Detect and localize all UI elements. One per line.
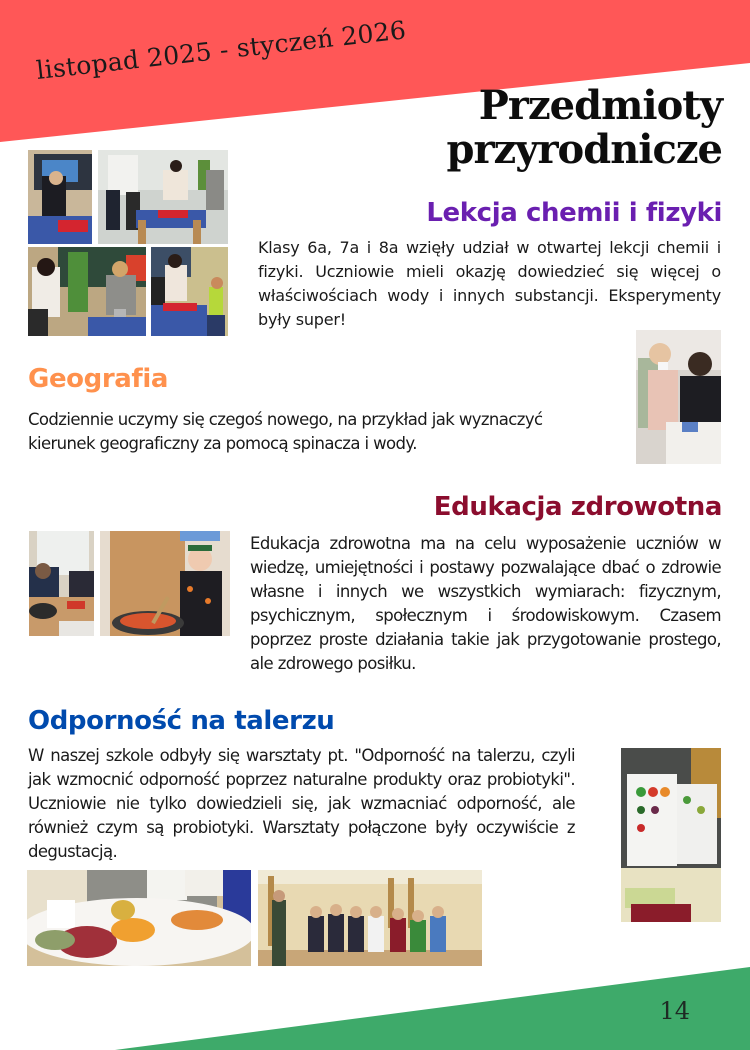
health-education-photo-2 <box>100 531 230 636</box>
section-body-health: Edukacja zdrowotna ma na celu wyposażenie uczniów w wiedzę, umiejętności i postawy pozwalające dbać o zdrowie własne i innych we wszystkich wymiarach: fizycznym, psychicznym, społecznym i środowiskowym. Czasem poprzez proste działania takie jak przygotowanie prostego, ale zdrowego posiłku. <box>250 534 721 673</box>
chemistry-lesson-photo-2 <box>98 150 228 244</box>
page-number: 14 <box>659 997 690 1025</box>
section-heading-geography: Geografia <box>28 364 168 394</box>
page-title-line-1: Przedmioty <box>478 82 722 129</box>
workshop-posters-photo <box>621 748 721 922</box>
section-heading-immunity: Odporność na talerzu <box>28 706 335 736</box>
section-heading-chemistry: Lekcja chemii i fizyki <box>426 198 722 228</box>
page-title <box>446 84 722 172</box>
workshop-food-table-photo <box>27 870 251 966</box>
section-body-immunity: W naszej szkole odbyły się warsztaty pt. "Odporność na talerzu, czyli jak wzmocnić odporność poprzez naturalne produkty oraz probiotyki". Uczniowie nie tylko dowiedzieli się, jak wzmacniać odporność, ale również czym są probiotyki. Warsztaty połączone były oczywiście z degustacją. <box>28 746 575 861</box>
page-title-line-2: przyrodnicze <box>446 126 722 173</box>
chemistry-lesson-photo-1 <box>28 150 92 244</box>
section-body-chemistry: Klasy 6a, 7a i 8a wzięły udział w otwartej lekcji chemii i fizyki. Uczniowie mieli okazję dowiedzieć się więcej o właściwościach wody i innych substancji. Eksperymenty były super! <box>258 238 721 329</box>
section-body-geography: Codziennie uczymy się czegoś nowego, na przykład jak wyznaczyć kierunek geograficzny za pomocą spinacza i wody. <box>28 410 543 453</box>
bottom-green-banner <box>0 960 750 1050</box>
chemistry-lesson-photo-4 <box>151 247 228 336</box>
workshop-audience-photo <box>258 870 482 966</box>
date-range: listopad 2025 - styczeń 2026 <box>34 15 408 85</box>
health-education-photo-1 <box>29 531 94 636</box>
geography-photo <box>636 330 721 464</box>
chemistry-lesson-photo-3 <box>28 247 146 336</box>
section-heading-health: Edukacja zdrowotna <box>433 492 722 522</box>
